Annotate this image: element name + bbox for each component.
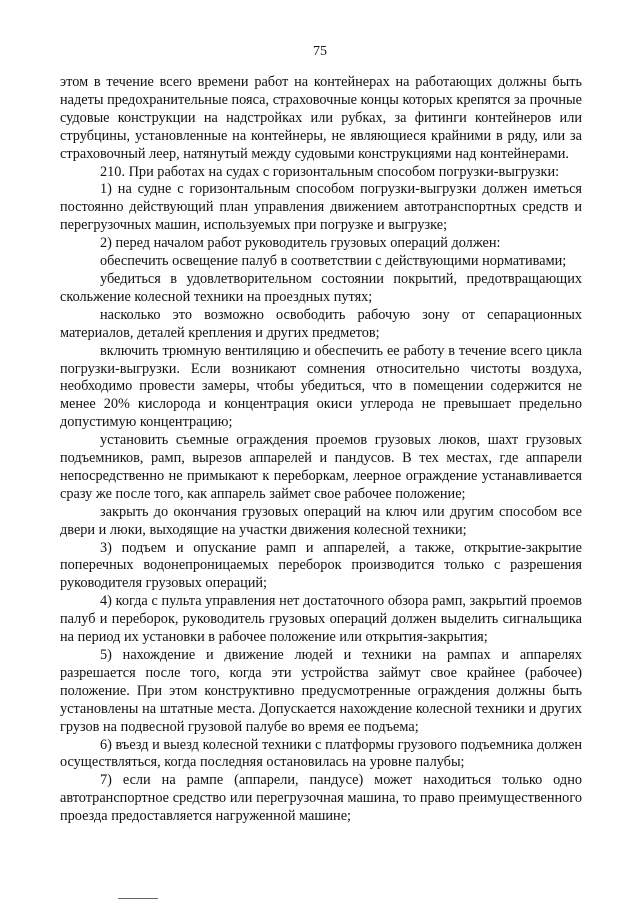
page-number: 75	[313, 44, 327, 59]
paragraph-210-heading: 210. При работах на судах с горизонтальным способом погрузки-выгрузки:	[100, 163, 560, 180]
paragraph: 6) въезд и выезд колесной техники с платформы грузового подъемника должен осуществляться, когда последняя остановилась на уровне палубы;	[60, 736, 582, 771]
paragraph: 7) если на рампе (аппарели, пандусе) может находиться только одно автотранспортное средство или перегрузочная машина, то право преимущественного проезда предоставляется нагруженной машине;	[60, 772, 582, 825]
paragraph: установить съемные ограждения проемов грузовых люков, шахт грузовых подъемников, рамп, вырезов аппарелей и пандусов. В тех местах, где аппарели непосредственно не примыкают к переборкам, леерное ограждение устанавливается сразу же после того, как аппарель займет свое рабочее положение;	[60, 432, 582, 502]
paragraph: 2) перед началом работ руководитель грузовых операций должен:	[100, 235, 501, 252]
paragraph: 3) подъем и опускание рамп и аппарелей, а также, открытие-закрытие поперечных водонепроницаемых переборок производится только с разрешения руководителя грузовых операций;	[60, 539, 582, 592]
document-body	[60, 74, 582, 826]
scan-edge-mark	[118, 898, 158, 899]
paragraph: обеспечить освещение палуб в соответствии с действующими нормативами;	[100, 253, 567, 270]
paragraph: включить трюмную вентиляцию и обеспечить ее работу в течение всего цикла погрузки-выгрузки. Если возникают сомнения относительно чистоты воздуха, необходимо провести замеры, чтобы убедиться, что в помещении содержится не менее 20% кислорода и концентрация окиси углерода не превышает предельно допустимую концентрацию;	[60, 342, 582, 431]
paragraph: 4) когда с пульта управления нет достаточного обзора рамп, закрытий проемов палуб и переборок, руководитель грузовых операций должен выделить сигнальщика на период их установки в рабочее положение или открытия-закрытия;	[60, 593, 582, 646]
paragraph: насколько это возможно освободить рабочую зону от сепарационных материалов, деталей крепления и других предметов;	[60, 306, 582, 341]
paragraph: 5) нахождение и движение людей и техники на рампах и аппарелях разрешается после того, когда эти устройства займут свое крайнее (рабочее) положение. При этом конструктивно предусмотренные ограждения должны быть установлены на штатные места. Допускается нахождение колесной техники и других грузов на подвесной грузовой палубе во время ее подъема;	[60, 647, 582, 735]
paragraph: убедиться в удовлетворительном состоянии покрытий, предотвращающих скольжение колесной техники на проездных путях;	[60, 270, 582, 305]
paragraph: этом в течение всего времени работ на контейнерах на работающих должны быть надеты предохранительные пояса, страховочные концы которых крепятся за прочные судовые конструкции на надстройках или рубках, за фитинги контейнеров или струбцины, установленные на контейнеры, не являющиеся крайними в ряду, или за страховочный леер, натянутый между судовыми конструкциями над контейнерами.	[60, 74, 582, 162]
paragraph: закрыть до окончания грузовых операций на ключ или другим способом все двери и люки, выходящие на участки движения колесной техники;	[60, 503, 582, 538]
paragraph: 1) на судне с горизонтальным способом погрузки-выгрузки должен иметься постоянно действующий план управления движением автотранспортных средств и перегрузочных машин, используемых при погрузке и выгрузке;	[60, 181, 582, 234]
